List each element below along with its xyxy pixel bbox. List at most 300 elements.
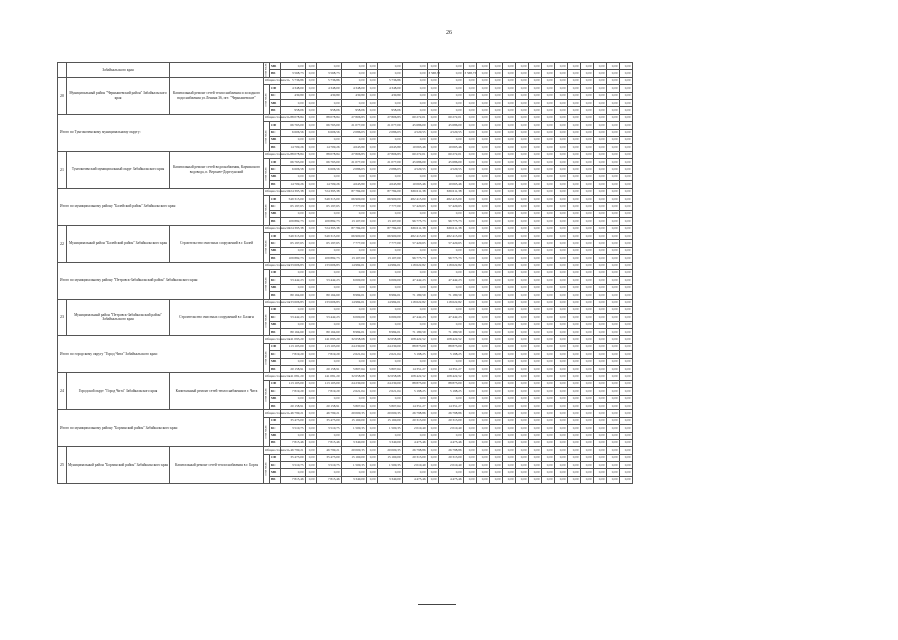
value-cell: 0,00 xyxy=(281,247,306,254)
value-cell: 0,00 xyxy=(542,122,555,129)
code-cell: СФ xyxy=(270,306,281,313)
value-cell: 0,00 xyxy=(490,166,503,173)
value-cell: 0,00 xyxy=(477,439,490,446)
value-cell: 0,00 xyxy=(568,277,581,284)
value-cell: 24 230,00 xyxy=(342,380,367,387)
value-cell: 0,00 xyxy=(464,432,477,439)
item-description: Капитальный ремонт сетей водоснабжения, Карчикского водовода, п. Верхнее-Доресунский xyxy=(170,151,264,188)
code-cell: БС xyxy=(270,462,281,469)
value-cell: 0,00 xyxy=(428,329,439,336)
value-cell: 0,00 xyxy=(555,136,568,143)
value-cell: 0,00 xyxy=(620,240,633,247)
value-cell: 0,00 xyxy=(594,380,607,387)
value-cell: 0,00 xyxy=(477,107,490,114)
value-cell: 0,00 xyxy=(367,439,378,446)
value-cell: 1 500,35 xyxy=(342,425,367,432)
value-cell: 0,00 xyxy=(464,107,477,114)
value-cell: 0,00 xyxy=(503,188,516,195)
value-cell: 0,00 xyxy=(367,203,378,210)
value-cell: 0,00 xyxy=(529,210,542,217)
value-cell: 0,00 xyxy=(581,92,594,99)
funding-table xyxy=(57,62,633,484)
value-cell: 0,00 xyxy=(490,240,503,247)
value-cell: 0,00 xyxy=(428,77,439,84)
value-cell: 0,00 xyxy=(581,63,594,70)
value-cell: 47 442,23 xyxy=(439,277,464,284)
value-cell: 0,00 xyxy=(439,107,464,114)
value-cell: 7 815,46 xyxy=(281,476,306,483)
value-cell: 0,00 xyxy=(555,107,568,114)
value-cell: 0,00 xyxy=(529,395,542,402)
value-cell: 0,00 xyxy=(581,114,594,121)
value-cell: 0,00 xyxy=(464,99,477,106)
value-cell: 0,00 xyxy=(428,299,439,306)
value-cell: 0,00 xyxy=(516,232,529,239)
code-cell: СФ xyxy=(270,380,281,387)
value-cell: 0,00 xyxy=(581,240,594,247)
value-cell: 0,00 xyxy=(378,469,403,476)
item-total-row xyxy=(58,299,633,306)
value-cell: 0,00 xyxy=(594,425,607,432)
value-cell: 0,00 xyxy=(607,402,620,409)
group-total-row xyxy=(58,114,633,121)
code-cell: МБ xyxy=(270,173,281,180)
value-cell: 0,00 xyxy=(555,373,568,380)
value-cell: 0,00 xyxy=(581,77,594,84)
value-cell: 0,00 xyxy=(464,122,477,129)
value-cell: 0,00 xyxy=(464,299,477,306)
value-cell: 0,00 xyxy=(594,314,607,321)
value-cell: 0,00 xyxy=(490,114,503,121)
value-cell: 45 686,00 xyxy=(439,122,464,129)
value-cell: 3 510,75 xyxy=(281,462,306,469)
value-cell: 0,00 xyxy=(594,462,607,469)
value-cell: 7 815,46 xyxy=(281,439,306,446)
value-cell: 0,00 xyxy=(306,63,317,70)
value-cell: 0,00 xyxy=(529,129,542,136)
value-cell: 0,00 xyxy=(620,476,633,483)
value-cell: 0,00 xyxy=(317,432,342,439)
value-cell: 0,00 xyxy=(542,269,555,276)
value-cell: 0,00 xyxy=(477,255,490,262)
value-cell: 0,00 xyxy=(503,159,516,166)
source-types-cell: в том числе: xyxy=(264,417,270,447)
value-cell: 0,00 xyxy=(281,432,306,439)
value-cell: 0,00 xyxy=(529,85,542,92)
value-cell: 0,00 xyxy=(607,218,620,225)
value-cell: 0,00 xyxy=(555,432,568,439)
item-number: 25 xyxy=(58,447,67,484)
value-cell: 0,00 xyxy=(367,314,378,321)
value-cell: 0,00 xyxy=(568,196,581,203)
value-cell: 26 798,86 xyxy=(439,447,464,454)
value-cell: 3 568,73 xyxy=(464,70,477,77)
value-cell: 0,00 xyxy=(428,203,439,210)
value-cell: 7 777,00 xyxy=(378,203,403,210)
value-cell: 0,00 xyxy=(477,63,490,70)
value-cell: 549 315,00 xyxy=(317,232,342,239)
value-cell: 0,00 xyxy=(342,269,367,276)
value-cell: 0,00 xyxy=(581,299,594,306)
value-cell: 6 606,56 xyxy=(281,129,306,136)
value-cell: 0,00 xyxy=(477,395,490,402)
value-cell: 1 500,35 xyxy=(378,425,403,432)
value-cell: 0,00 xyxy=(516,188,529,195)
value-cell: 0,00 xyxy=(568,77,581,84)
value-cell: 0,00 xyxy=(568,366,581,373)
value-cell: 0,00 xyxy=(594,476,607,483)
value-cell: 5 807,64 xyxy=(378,402,403,409)
value-cell: 0,00 xyxy=(477,129,490,136)
value-cell: 0,00 xyxy=(594,306,607,313)
value-cell: 4 520,55 xyxy=(403,166,428,173)
value-cell: 0,00 xyxy=(367,395,378,402)
value-cell: 2 621,04 xyxy=(378,388,403,395)
value-cell: 0,00 xyxy=(403,210,428,217)
value-cell: 0,00 xyxy=(367,151,378,158)
value-cell: 4 643,80 xyxy=(342,144,367,151)
value-cell: 0,00 xyxy=(490,203,503,210)
value-cell: 0,00 xyxy=(428,388,439,395)
code-cell: СФ xyxy=(270,85,281,92)
value-cell: 0,00 xyxy=(516,173,529,180)
value-cell: 0,00 xyxy=(581,366,594,373)
value-cell: 0,00 xyxy=(620,70,633,77)
code-cell: БС xyxy=(270,388,281,395)
value-cell: 10 065,46 xyxy=(403,181,428,188)
value-cell: 0,00 xyxy=(516,366,529,373)
value-cell: 0,00 xyxy=(568,402,581,409)
value-cell: 2 010,40 xyxy=(403,425,428,432)
value-cell: 0,00 xyxy=(516,336,529,343)
value-cell: 549 315,00 xyxy=(317,196,342,203)
value-cell: 0,00 xyxy=(477,343,490,350)
value-cell: 0,00 xyxy=(306,476,317,483)
value-cell: 0,00 xyxy=(428,425,439,432)
value-cell: 0,00 xyxy=(594,77,607,84)
value-cell: 0,00 xyxy=(490,159,503,166)
value-cell: 0,00 xyxy=(620,92,633,99)
value-cell: 0,00 xyxy=(516,277,529,284)
value-cell: 0,00 xyxy=(403,99,428,106)
value-cell: 0,00 xyxy=(516,122,529,129)
value-cell: 0,00 xyxy=(516,203,529,210)
value-cell: 0,00 xyxy=(306,343,317,350)
value-cell: 0,00 xyxy=(342,469,367,476)
value-cell: 0,00 xyxy=(568,107,581,114)
value-cell: 0,00 xyxy=(529,373,542,380)
value-cell: 0,00 xyxy=(516,225,529,232)
value-cell: 4 643,80 xyxy=(378,144,403,151)
code-cell: ВБ xyxy=(270,255,281,262)
value-cell: 0,00 xyxy=(555,92,568,99)
value-cell: 0,00 xyxy=(490,99,503,106)
value-cell: 0,00 xyxy=(378,269,403,276)
code-cell: СФ xyxy=(270,454,281,461)
value-cell: 0,00 xyxy=(594,151,607,158)
value-cell: 0,00 xyxy=(594,85,607,92)
value-cell: 0,00 xyxy=(581,321,594,328)
value-cell: 0,00 xyxy=(477,269,490,276)
value-cell: 20 158,91 xyxy=(281,402,306,409)
value-cell: 0,00 xyxy=(568,247,581,254)
value-cell: 0,00 xyxy=(607,373,620,380)
value-cell: 2 086,03 xyxy=(342,129,367,136)
value-cell: 0,00 xyxy=(607,129,620,136)
value-cell: 53 442,23 xyxy=(317,314,342,321)
value-cell: 0,00 xyxy=(317,321,342,328)
value-cell: 15 160,00 xyxy=(342,454,367,461)
value-cell: 0,00 xyxy=(490,447,503,454)
value-cell: 0,00 xyxy=(281,469,306,476)
value-cell: 0,00 xyxy=(607,188,620,195)
value-cell: 0,00 xyxy=(367,380,378,387)
value-cell: 0,00 xyxy=(464,255,477,262)
value-cell: 71 180,59 xyxy=(439,329,464,336)
value-cell: 0,00 xyxy=(529,380,542,387)
value-cell: 0,00 xyxy=(620,218,633,225)
value-cell: 0,00 xyxy=(516,351,529,358)
value-cell: 0,00 xyxy=(428,196,439,203)
value-cell: 0,00 xyxy=(594,181,607,188)
value-cell: 4 520,55 xyxy=(403,129,428,136)
value-cell: 0,00 xyxy=(367,336,378,343)
value-cell: 0,00 xyxy=(594,173,607,180)
value-cell: 0,00 xyxy=(490,395,503,402)
value-cell: 0,00 xyxy=(516,269,529,276)
value-cell: 0,00 xyxy=(607,77,620,84)
value-cell: 0,00 xyxy=(542,366,555,373)
value-cell: 0,00 xyxy=(620,432,633,439)
code-cell: СФ xyxy=(270,269,281,276)
item-number: 22 xyxy=(58,225,67,262)
value-cell: 0,00 xyxy=(342,210,367,217)
value-cell: 53 442,23 xyxy=(281,277,306,284)
value-cell: 0,00 xyxy=(620,358,633,365)
value-cell: 0,00 xyxy=(439,70,464,77)
code-cell: ВБ xyxy=(270,218,281,225)
value-cell: 0,00 xyxy=(529,314,542,321)
value-cell: 133 606,83 xyxy=(317,262,342,269)
value-cell: 0,00 xyxy=(555,70,568,77)
value-cell: 0,00 xyxy=(594,240,607,247)
value-cell: 0,00 xyxy=(555,336,568,343)
value-cell: 20 158,91 xyxy=(281,366,306,373)
value-cell: 0,00 xyxy=(607,447,620,454)
value-cell: 0,00 xyxy=(542,262,555,269)
value-cell: 0,00 xyxy=(477,329,490,336)
value-cell: 14 709,26 xyxy=(281,181,306,188)
value-cell: 0,00 xyxy=(428,210,439,217)
value-cell: 0,00 xyxy=(581,255,594,262)
value-cell: 0,00 xyxy=(555,417,568,424)
value-cell: 88 078,84 xyxy=(317,151,342,158)
value-cell: 0,00 xyxy=(464,366,477,373)
value-cell: 0,00 xyxy=(555,166,568,173)
value-cell: 636 611,38 xyxy=(403,188,428,195)
value-cell: 0,00 xyxy=(542,417,555,424)
value-cell: 0,00 xyxy=(555,388,568,395)
value-cell: 0,00 xyxy=(568,188,581,195)
value-cell: 0,00 xyxy=(503,447,516,454)
value-cell: 0,00 xyxy=(342,99,367,106)
value-cell: 0,00 xyxy=(568,166,581,173)
value-cell: 0,00 xyxy=(428,402,439,409)
item-total-row xyxy=(58,447,633,454)
value-cell: 0,00 xyxy=(620,425,633,432)
value-cell: 4 348,00 xyxy=(378,85,403,92)
value-cell: 0,00 xyxy=(503,469,516,476)
value-cell: 0,00 xyxy=(607,210,620,217)
value-cell: 0,00 xyxy=(428,351,439,358)
value-cell: 0,00 xyxy=(607,454,620,461)
value-cell: 0,00 xyxy=(568,284,581,291)
value-cell: 0,00 xyxy=(555,225,568,232)
value-cell: 0,00 xyxy=(594,188,607,195)
value-cell: 0,00 xyxy=(581,70,594,77)
value-cell: 0,00 xyxy=(529,159,542,166)
value-cell: 66 763,00 xyxy=(281,122,306,129)
value-cell: 0,00 xyxy=(607,255,620,262)
total-label: Общая стоимость xyxy=(264,151,281,158)
value-cell: 0,00 xyxy=(568,447,581,454)
value-cell: 109 882,73 xyxy=(281,218,306,225)
value-cell: 0,00 xyxy=(542,299,555,306)
value-cell: 57 420,65 xyxy=(439,240,464,247)
value-cell: 2 086,03 xyxy=(342,166,367,173)
value-cell: 0,00 xyxy=(367,225,378,232)
value-cell: 0,00 xyxy=(529,388,542,395)
value-cell: 0,00 xyxy=(568,203,581,210)
value-cell: 0,00 xyxy=(620,107,633,114)
value-cell: 66 763,00 xyxy=(317,122,342,129)
value-cell: 0,00 xyxy=(464,188,477,195)
value-cell: 0,00 xyxy=(428,85,439,92)
value-cell: 0,00 xyxy=(477,188,490,195)
value-cell: 0,00 xyxy=(607,292,620,299)
value-cell: 0,00 xyxy=(428,173,439,180)
code-cell: БС xyxy=(270,277,281,284)
value-cell: 5 736,86 xyxy=(317,77,342,84)
value-cell: 430,80 xyxy=(317,92,342,99)
value-cell: 0,00 xyxy=(477,218,490,225)
code-cell: МБ xyxy=(270,284,281,291)
item-description: Строительство очистных сооружений в г. Балей xyxy=(170,225,264,262)
code-cell: ВБ xyxy=(270,366,281,373)
value-cell: 0,00 xyxy=(490,432,503,439)
value-cell: 0,00 xyxy=(464,114,477,121)
value-cell: 4 348,00 xyxy=(281,85,306,92)
value-cell: 0,00 xyxy=(477,336,490,343)
value-cell: 0,00 xyxy=(378,358,403,365)
value-cell: 0,00 xyxy=(464,277,477,284)
value-cell: 0,00 xyxy=(555,218,568,225)
value-cell: 0,00 xyxy=(378,306,403,313)
value-cell: 0,00 xyxy=(490,299,503,306)
value-cell: 0,00 xyxy=(568,299,581,306)
value-cell: 0,00 xyxy=(503,92,516,99)
value-cell: 0,00 xyxy=(464,469,477,476)
value-cell: 0,00 xyxy=(607,439,620,446)
value-cell: 0,00 xyxy=(607,395,620,402)
value-cell: 0,00 xyxy=(581,203,594,210)
value-cell: 108 422,52 xyxy=(439,373,464,380)
value-cell: 0,00 xyxy=(490,70,503,77)
value-cell: 0,00 xyxy=(342,77,367,84)
value-cell: 0,00 xyxy=(620,373,633,380)
value-cell: 0,00 xyxy=(542,240,555,247)
value-cell: 2 086,03 xyxy=(378,129,403,136)
value-cell: 66 763,00 xyxy=(317,159,342,166)
value-cell: 0,00 xyxy=(428,284,439,291)
value-cell: 0,00 xyxy=(464,173,477,180)
table-row xyxy=(58,63,633,70)
value-cell: 0,00 xyxy=(594,262,607,269)
value-cell: 0,00 xyxy=(620,329,633,336)
value-cell: 66 900,00 xyxy=(342,196,367,203)
value-cell: 0,00 xyxy=(555,255,568,262)
value-cell: 0,00 xyxy=(428,336,439,343)
value-cell: 0,00 xyxy=(464,129,477,136)
value-cell: 0,00 xyxy=(464,151,477,158)
value-cell: 0,00 xyxy=(555,447,568,454)
value-cell: 958,06 xyxy=(281,107,306,114)
value-cell: 0,00 xyxy=(529,410,542,417)
value-cell: 0,00 xyxy=(568,173,581,180)
value-cell: 0,00 xyxy=(516,107,529,114)
value-cell: 60 272,01 xyxy=(439,151,464,158)
value-cell: 0,00 xyxy=(555,181,568,188)
value-cell: 0,00 xyxy=(594,321,607,328)
value-cell: 0,00 xyxy=(378,173,403,180)
value-cell: 27 806,83 xyxy=(342,114,367,121)
value-cell: 0,00 xyxy=(428,454,439,461)
value-cell: 13 107,00 xyxy=(378,255,403,262)
value-cell: 958,06 xyxy=(342,107,367,114)
value-cell: 0,00 xyxy=(516,85,529,92)
region-cell: Забайкальского края xyxy=(67,63,170,78)
value-cell: 53 442,23 xyxy=(281,314,306,321)
value-cell: 0,00 xyxy=(464,292,477,299)
value-cell: 5 736,86 xyxy=(378,77,403,84)
value-cell: 0,00 xyxy=(306,454,317,461)
value-cell: 0,00 xyxy=(607,425,620,432)
group-title: Итого по муниципальному району "Балейский район" Забайкальского края: xyxy=(58,188,264,225)
item-name: Муниципальный район "Балейский район" Забайкальского края xyxy=(67,225,170,262)
value-cell: 87 784,00 xyxy=(342,225,367,232)
value-cell: 0,00 xyxy=(503,85,516,92)
value-cell: 0,00 xyxy=(607,159,620,166)
code-cell: МБ xyxy=(270,321,281,328)
value-cell: 0,00 xyxy=(403,284,428,291)
source-types-cell: в том числе: xyxy=(264,269,270,299)
value-cell: 0,00 xyxy=(503,373,516,380)
value-cell: 7 777,00 xyxy=(378,240,403,247)
value-cell: 636 611,38 xyxy=(403,225,428,232)
value-cell: 0,00 xyxy=(607,107,620,114)
group-total-row xyxy=(58,410,633,417)
value-cell: 0,00 xyxy=(503,210,516,217)
source-types-cell: в том числе: xyxy=(264,159,270,189)
value-cell: 0,00 xyxy=(306,417,317,424)
code-cell: СФ xyxy=(270,232,281,239)
value-cell: 0,00 xyxy=(439,247,464,254)
value-cell: 0,00 xyxy=(607,321,620,328)
value-cell: 724 395,38 xyxy=(317,188,342,195)
value-cell: 0,00 xyxy=(306,188,317,195)
value-cell: 14 709,26 xyxy=(317,144,342,151)
value-cell: 0,00 xyxy=(568,144,581,151)
